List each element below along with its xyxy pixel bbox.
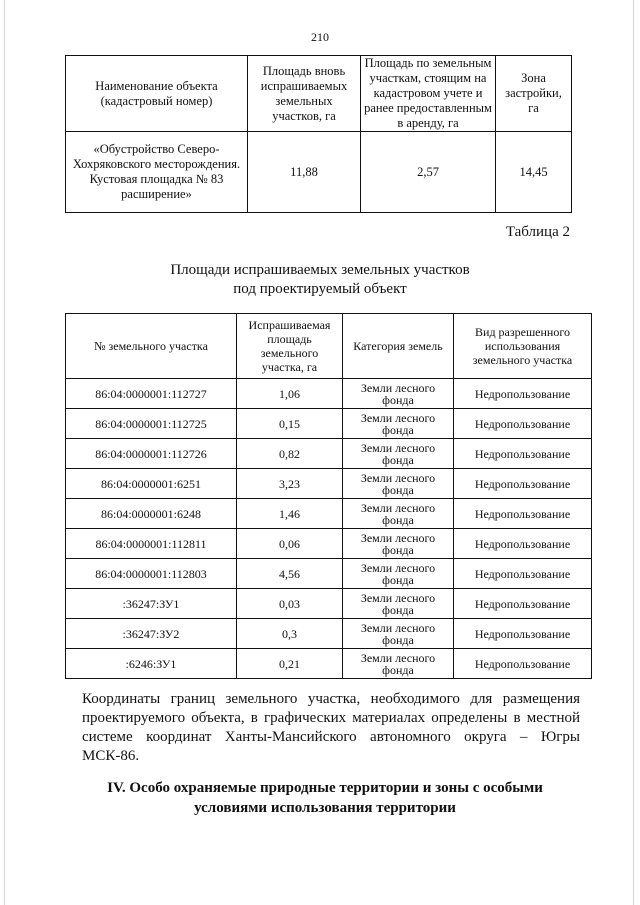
table-row: [66, 469, 592, 499]
table-row: [66, 132, 572, 213]
table-2-caption-line-1: Площади испрашиваемых земельных участков: [170, 262, 470, 278]
table-row: [66, 649, 592, 679]
use-cell: Недропользование: [454, 649, 592, 679]
parcel-number-cell: :36247:ЗУ2: [66, 619, 237, 649]
area-cell: 0,15: [237, 409, 343, 439]
category-cell: Земли лесного фонда: [343, 379, 454, 409]
table-1-cell-registered-area: 2,57: [361, 132, 496, 213]
table-1-cell-zone: 14,45: [496, 132, 572, 213]
table-row: [66, 589, 592, 619]
area-cell: 0,06: [237, 529, 343, 559]
section-heading-line-2: условиями использования территории: [194, 800, 456, 816]
table-2-header-area: Испрашиваемая площадь земельного участка, га: [237, 314, 343, 379]
use-cell: Недропользование: [454, 379, 592, 409]
area-cell: 4,56: [237, 559, 343, 589]
parcel-number-cell: 86:04:0000001:6251: [66, 469, 237, 499]
table-1-header-zone: Зона застройки, га: [496, 56, 572, 132]
use-cell: Недропользование: [454, 529, 592, 559]
table-row: [66, 379, 592, 409]
table-2-label: Таблица 2: [505, 224, 570, 240]
category-cell: Земли лесного фонда: [343, 469, 454, 499]
scan-right-edge: [633, 0, 634, 905]
category-cell: Земли лесного фонда: [343, 499, 454, 529]
category-cell: Земли лесного фонда: [343, 619, 454, 649]
category-cell: Земли лесного фонда: [343, 409, 454, 439]
table-2-header-category: Категория земель: [343, 314, 454, 379]
parcel-number-cell: 86:04:0000001:112803: [66, 559, 237, 589]
table-2-header-row: [66, 314, 592, 379]
coordinates-paragraph: Координаты границ земельного участка, необходимого для размещения проектируемого объекта, в графических материалах определены в местной системе координат Ханты-Мансийского автономного округа – Югры МСК-86.: [82, 691, 580, 764]
parcel-number-cell: :36247:ЗУ1: [66, 589, 237, 619]
category-cell: Земли лесного фонда: [343, 559, 454, 589]
use-cell: Недропользование: [454, 559, 592, 589]
table-2-header-parcel: № земельного участка: [66, 314, 237, 379]
table-row: [66, 559, 592, 589]
parcel-number-cell: 86:04:0000001:112725: [66, 409, 237, 439]
table-row: [66, 619, 592, 649]
use-cell: Недропользование: [454, 409, 592, 439]
table-2: [65, 313, 592, 679]
section-heading-line-1: IV. Особо охраняемые природные территории и зоны с особыми: [107, 780, 543, 796]
table-row: [66, 499, 592, 529]
page-number: 210: [311, 30, 329, 44]
table-1-cell-new-area: 11,88: [248, 132, 361, 213]
table-2-caption-line-2: под проектируемый объект: [233, 281, 407, 297]
parcel-number-cell: :6246:ЗУ1: [66, 649, 237, 679]
table-1-header-registered-area: Площадь по земельным участкам, стоящим на кадастровом учете и ранее предоставленным в аренду, га: [361, 56, 496, 132]
table-1-header-row: [66, 56, 572, 132]
category-cell: Земли лесного фонда: [343, 589, 454, 619]
table-2-caption: [0, 261, 640, 299]
category-cell: Земли лесного фонда: [343, 439, 454, 469]
table-row: [66, 529, 592, 559]
use-cell: Недропользование: [454, 499, 592, 529]
table-1: [65, 55, 572, 213]
table-1-header-object: Наименование объекта (кадастровый номер): [66, 56, 248, 132]
table-2-header-use: Вид разрешенного использования земельного участка: [454, 314, 592, 379]
area-cell: 3,23: [237, 469, 343, 499]
section-heading: [60, 778, 590, 818]
area-cell: 1,46: [237, 499, 343, 529]
parcel-number-cell: 86:04:0000001:112726: [66, 439, 237, 469]
category-cell: Земли лесного фонда: [343, 649, 454, 679]
area-cell: 0,21: [237, 649, 343, 679]
parcel-number-cell: 86:04:0000001:112811: [66, 529, 237, 559]
table-row: [66, 409, 592, 439]
scan-left-edge: [4, 0, 5, 905]
area-cell: 0,3: [237, 619, 343, 649]
use-cell: Недропользование: [454, 619, 592, 649]
use-cell: Недропользование: [454, 469, 592, 499]
use-cell: Недропользование: [454, 439, 592, 469]
table-1-cell-object: «Обустройство Северо-Хохряковского месторождения. Кустовая площадка № 83 расширение»: [66, 132, 248, 213]
category-cell: Земли лесного фонда: [343, 529, 454, 559]
parcel-number-cell: 86:04:0000001:112727: [66, 379, 237, 409]
table-1-header-new-area: Площадь вновь испрашиваемых земельных участков, га: [248, 56, 361, 132]
table-row: [66, 439, 592, 469]
parcel-number-cell: 86:04:0000001:6248: [66, 499, 237, 529]
use-cell: Недропользование: [454, 589, 592, 619]
area-cell: 1,06: [237, 379, 343, 409]
area-cell: 0,03: [237, 589, 343, 619]
area-cell: 0,82: [237, 439, 343, 469]
